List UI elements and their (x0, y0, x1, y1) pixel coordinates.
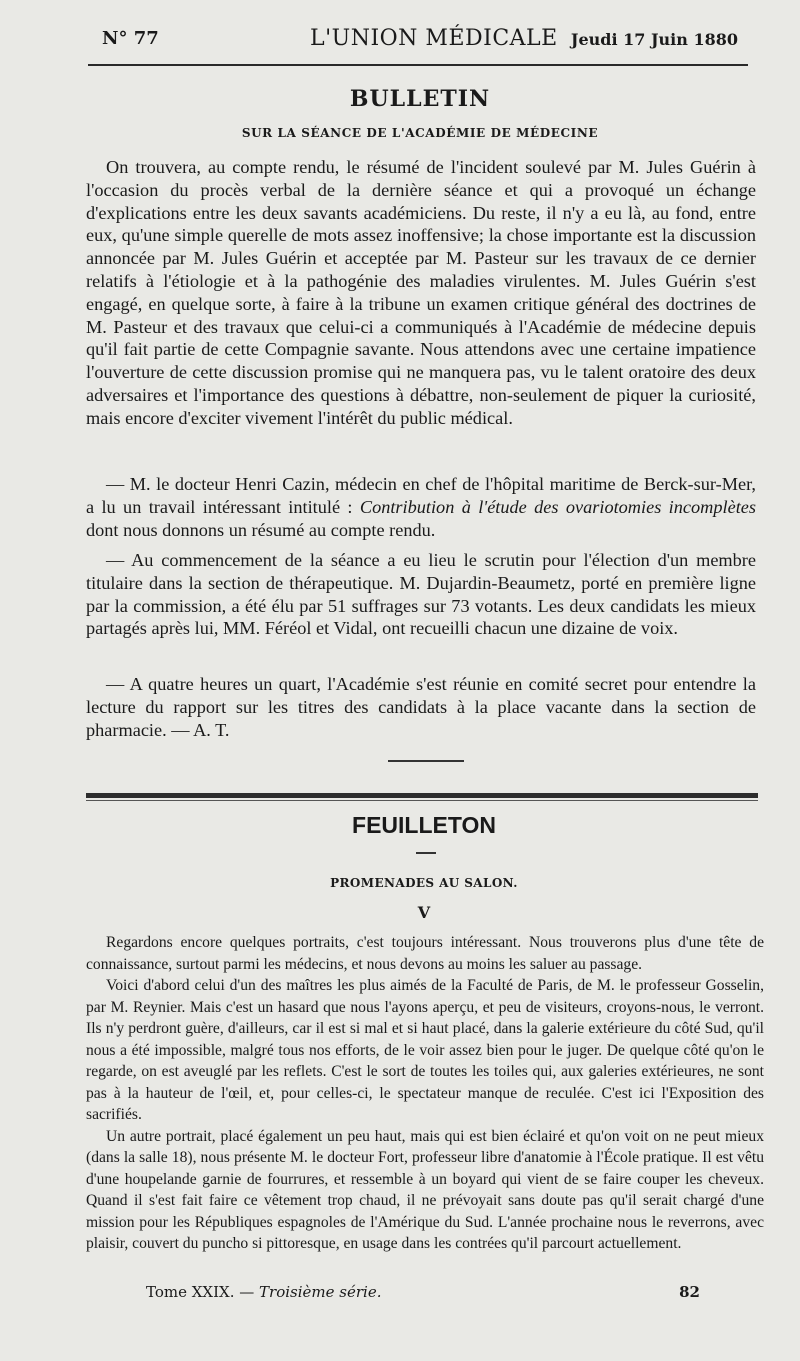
paragraph-text (86, 473, 756, 541)
feuilleton-body (86, 932, 764, 1255)
feuilleton-separator (86, 793, 758, 798)
issue-number: N° 77 (102, 28, 159, 49)
feuilleton-part-number: V (417, 903, 431, 922)
page-number: 82 (679, 1283, 700, 1301)
bulletin-paragraph-1 (86, 156, 756, 430)
feuilleton-title: FEUILLETON (352, 812, 496, 838)
work-title: Contribution à l'étude des ovariotomies incomplètes (359, 496, 756, 517)
page-header (100, 26, 750, 58)
feuilleton-paragraph-2: Voici d'abord celui d'un des maîtres les plus aimés de la Faculté de Paris, de M. le professeur Gosselin, par M. Reynier. Mais c'est un hasard que nous l'ayons aperçu, et peu de visiteurs, croyons-nous, le verront. Ils n'y perdront guère, d'ailleurs, car il est si mal et si haut placé, dans la galerie extérieure du côté Sud, qu'il nous a été impossible, malgré tous nos efforts, de le voir assez bien pour le juger. De quelque côté qu'on le regarde, on est aveuglé par les reflets. C'est le sort de toutes les toiles qui, aux galeries extérieures, ne sont pas à la hauteur de l'œil, et, pour celles-ci, le spectateur manque de reculée. C'est ici l'Exposition des sacrifiés. (86, 977, 764, 1123)
feuilleton-subtitle: PROMENADES AU SALON. (330, 876, 518, 890)
feuilleton-paragraph-1: Regardons encore quelques portraits, c'est toujours intéressant. Nous trouverons plus d'une tête de connaissance, surtout parmi les médecins, et nous devons au moins les saluer au passage. (86, 934, 764, 973)
feuilleton-paragraph-3: Un autre portrait, placé également un peu haut, mais qui est bien éclairé et qu'on voit on ne peut mieux (dans la salle 18), nous présente M. le docteur Fort, professeur libre d'anatomie à l'École pratique. Il est vêtu d'une houpelande garnie de fourrures, et ressemble à un boyard qui vient de se faire couper les cheveux. Quand il s'est fait faire ce vêtement trop chaud, il ne prévoyait sans doute pas qu'il serait chargé d'une mission pour les Républiques espagnoles de l'Amérique du Sud. L'année prochaine nous le reverrons, avec plaisir, couvert du puncho si pittoresque, en usage dans les contrées qu'il parcourt actuellement. (86, 1127, 764, 1252)
issue-date: Jeudi 17 Juin 1880 (570, 30, 738, 49)
paragraph-text: — Au commencement de la séance a eu lieu le scrutin pour l'élection d'un membre titulaire dans la section de thérapeutique. M. Dujardin-Beaumetz, porté en première ligne par la commission, a été élu par 51 suffrages sur 73 votants. Les deux candidats les mieux partagés après lui, MM. Féréol et Vidal, ont recueilli chacun une dizaine de voix. (86, 550, 756, 639)
volume-info (146, 1283, 381, 1301)
feuilleton-separator-thin (86, 800, 758, 801)
bulletin-subtitle: SUR LA SÉANCE DE L'ACADÉMIE DE MÉDECINE (241, 126, 599, 140)
section-end-rule (388, 760, 464, 762)
journal-title: L'UNION MÉDICALE (310, 26, 558, 51)
paragraph-text: — A quatre heures un quart, l'Académie s'est réunie en comité secret pour entendre la lecture du rapport sur les titres des candidats à la place vacante dans la section de pharmacie. — A. T. (86, 674, 756, 740)
page-footer (146, 1283, 706, 1307)
bulletin-paragraph-4 (86, 673, 756, 741)
paragraph-text: On trouvera, au compte rendu, le résumé de l'incident soulevé par M. Jules Guérin à l'occasion du procès verbal de la dernière séance et qui a provoqué un échange d'explications entre les deux savants académiciens. Du reste, il n'y a eu là, au fond, entre eux, qu'une simple querelle de mots assez inoffensive; la chose importante est la discussion annoncée par M. Jules Guérin et acceptée par M. Pasteur sur les travaux de ce dernier relatifs à l'étiologie et à la pathogénie des maladies virulentes. M. Jules Guérin s'est engagé, en quelque sorte, à faire à la tribune un examen critique général des doctrines de M. Pasteur et des travaux que celui-ci a communiqués à l'Académie de médecine depuis qu'il fait partie de cette Compagnie savante. Nous attendons avec une certaine impatience l'ouverture de cette discussion promise qui ne manquera pas, vu le talent oratoire des deux adversaires et l'importance des questions à débattre, non-seulement de piquer la curiosité, mais encore d'exciter vivement l'intérêt du public médical. (86, 157, 756, 428)
paragraph-tail: dont nous donnons un résumé au compte rendu. (86, 519, 436, 540)
tome-label: Tome XXIX. — (146, 1283, 255, 1301)
paragraph-lead: — M. le docteur Henri Cazin, médecin en chef de l'hôpital maritime de Berck-sur-Mer, a lu un travail intéressant intitulé : (86, 474, 756, 517)
bulletin-title: BULLETIN (349, 86, 491, 112)
bulletin-paragraph-2 (86, 473, 756, 541)
header-rule (88, 64, 748, 66)
title-underline (416, 852, 436, 854)
bulletin-paragraph-3 (86, 549, 756, 640)
series-label: Troisième série. (259, 1283, 382, 1301)
